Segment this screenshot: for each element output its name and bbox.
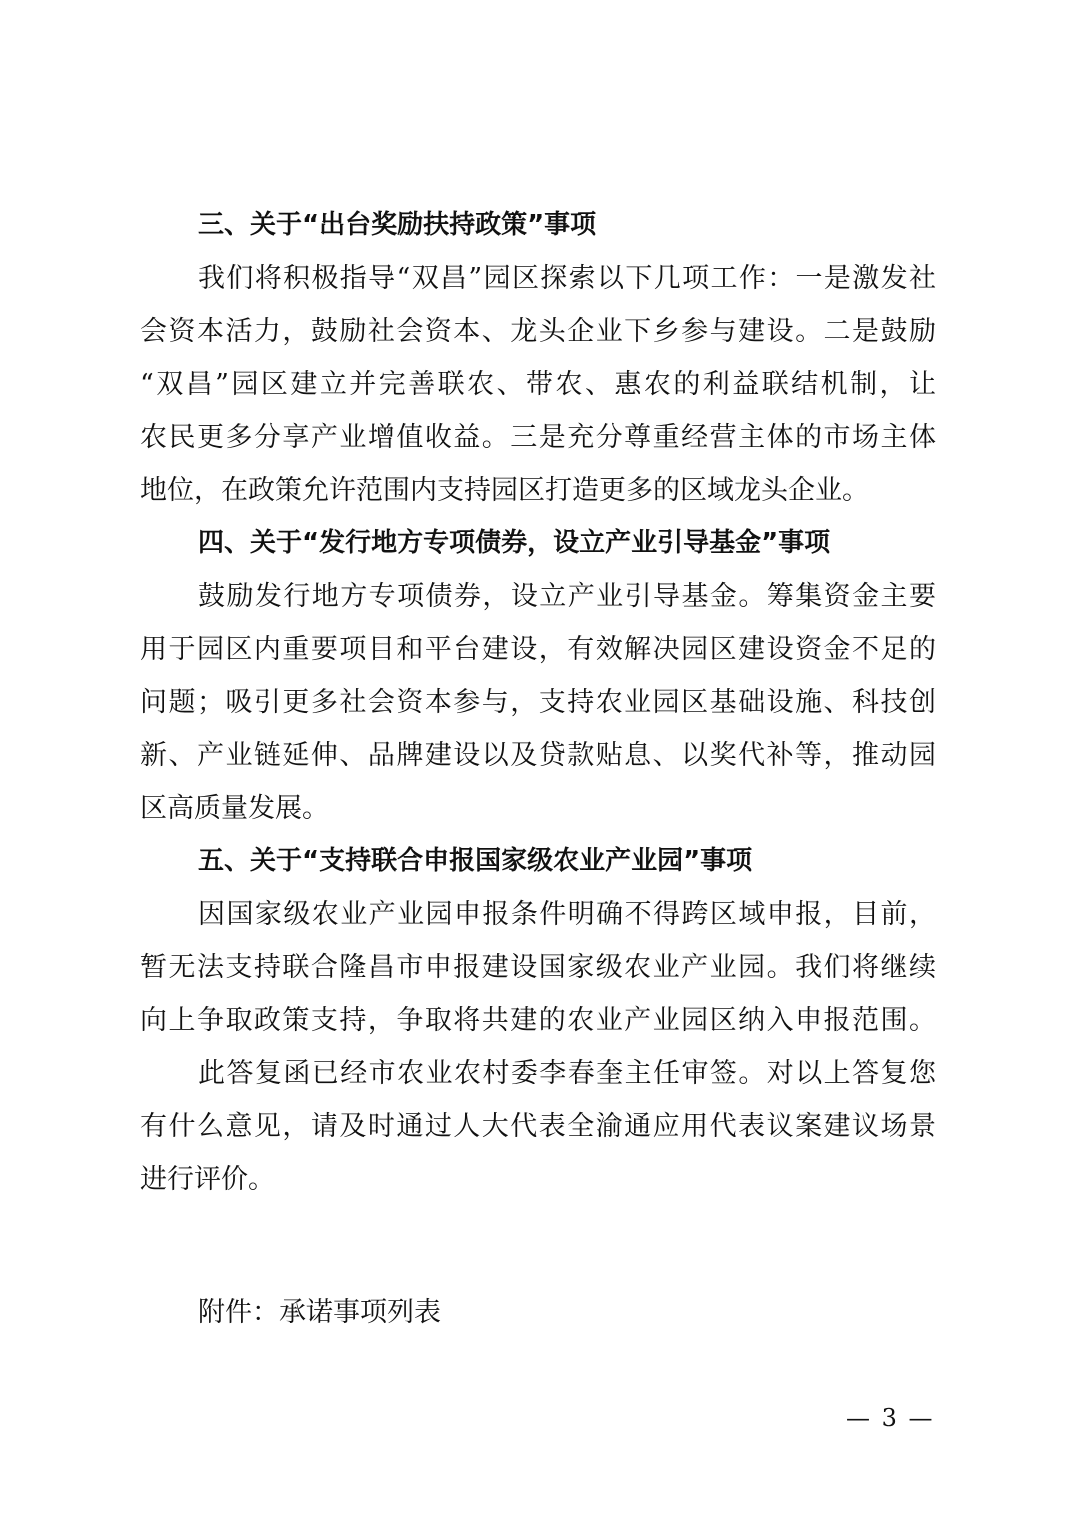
paragraph-line: 新、产业链延伸、品牌建设以及贷款贴息、以奖代补等，推动园: [140, 740, 936, 771]
paragraph-line: 会资本活力，鼓励社会资本、龙头企业下乡参与建设。二是鼓励: [140, 316, 936, 347]
paragraph-line: 地位，在政策允许范围内支持园区打造更多的区域龙头企业。: [140, 475, 869, 506]
document-body: [140, 199, 936, 1339]
paragraph-line: 因国家级农业产业园申报条件明确不得跨区域申报，目前，: [198, 899, 936, 930]
paragraph-line: 用于园区内重要项目和平台建设，有效解决园区建设资金不足的: [140, 634, 936, 665]
paragraph-line: 区高质量发展。: [140, 793, 329, 824]
section-heading-3: 三、关于“出台奖励扶持政策”事项: [198, 210, 597, 240]
section-heading-5: 五、关于“支持联合申报国家级农业产业园”事项: [198, 846, 753, 876]
paragraph-line: 问题；吸引更多社会资本参与，支持农业园区基础设施、科技创: [140, 687, 936, 718]
attachment-note: 附件：承诺事项列表: [198, 1297, 441, 1328]
paragraph-line: 鼓励发行地方专项债券，设立产业引导基金。筹集资金主要: [198, 581, 936, 612]
paragraph-line: “双昌”园区建立并完善联农、带农、惠农的利益联结机制，让: [140, 369, 936, 400]
paragraph-line: 我们将积极指导“双昌”园区探索以下几项工作：一是激发社: [198, 263, 936, 294]
closing-line: 进行评价。: [140, 1164, 275, 1195]
section-heading-4: 四、关于“发行地方专项债券，设立产业引导基金”事项: [198, 528, 831, 558]
paragraph-line: 向上争取政策支持，争取将共建的农业产业园区纳入申报范围。: [140, 1005, 936, 1036]
closing-line: 此答复函已经市农业农村委李春奎主任审签。对以上答复您: [198, 1058, 936, 1089]
closing-line: 有什么意见，请及时通过人大代表全渝通应用代表议案建议场景: [140, 1111, 936, 1142]
paragraph-line: 暂无法支持联合隆昌市申报建设国家级农业产业园。我们将继续: [140, 952, 936, 983]
paragraph-line: 农民更多分享产业增值收益。三是充分尊重经营主体的市场主体: [140, 422, 936, 453]
page-number: — 3 —: [846, 1404, 935, 1432]
spacer: [140, 1206, 936, 1286]
